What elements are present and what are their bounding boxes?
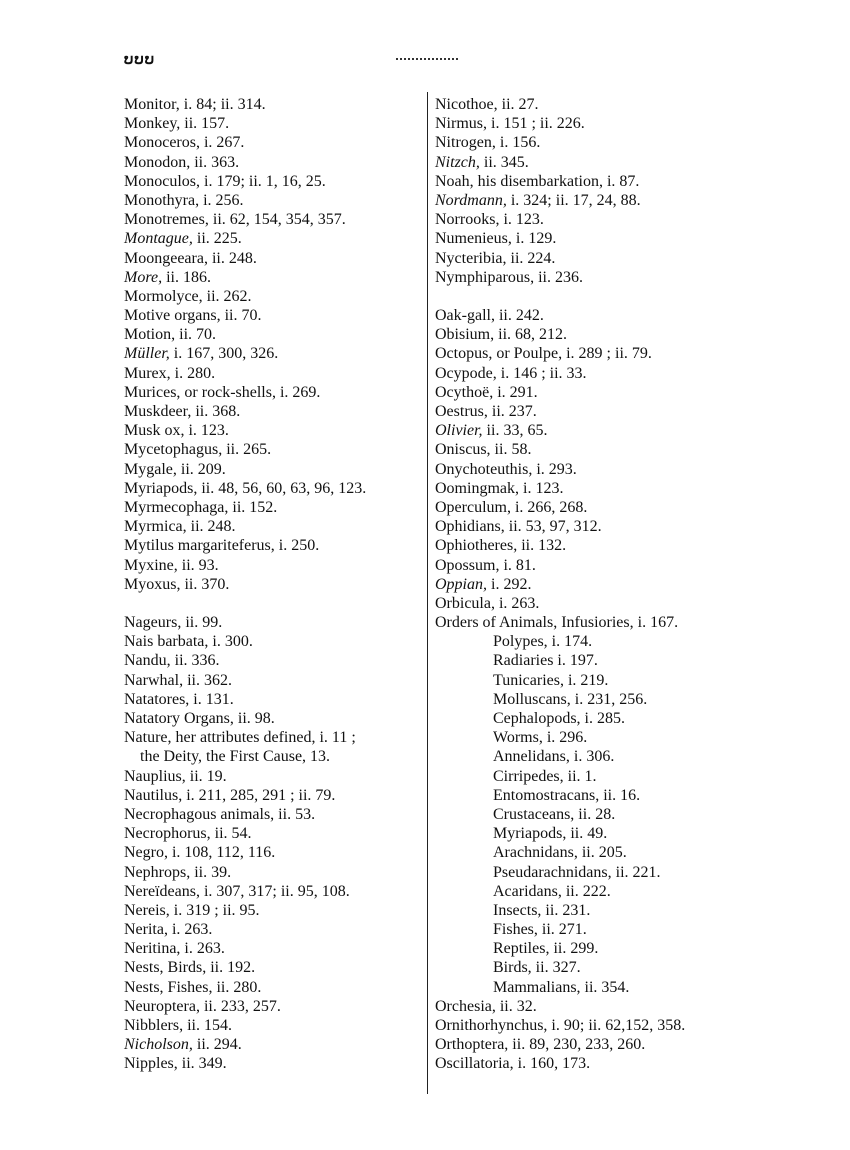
entry-text: Annelidans, i. 306. bbox=[493, 748, 615, 766]
entry-text: Orthoptera, ii. 89, 230, 233, 260. bbox=[435, 1036, 646, 1054]
index-entry bbox=[435, 172, 755, 191]
index-subentry bbox=[435, 901, 755, 920]
index-entry bbox=[124, 153, 424, 172]
entry-text: Oscillatoria, i. 160, 173. bbox=[435, 1055, 591, 1073]
entry-text: Nirmus, i. 151 ; ii. 226. bbox=[435, 115, 585, 133]
entry-text: Ophiotheres, ii. 132. bbox=[435, 537, 567, 555]
index-entry bbox=[435, 517, 755, 536]
index-entry bbox=[124, 249, 424, 268]
index-entry bbox=[124, 632, 424, 651]
entry-text: Tunicaries, i. 219. bbox=[493, 671, 609, 689]
entry-text: Murices, or rock-shells, i. 269. bbox=[124, 383, 321, 401]
index-entry bbox=[124, 613, 424, 632]
entry-text: Orders of Animals, Infusiories, i. 167. bbox=[435, 614, 679, 632]
entry-text: ii. 345. bbox=[479, 153, 529, 171]
index-entry bbox=[124, 939, 424, 958]
entry-text: Insects, ii. 231. bbox=[493, 901, 591, 919]
index-entry bbox=[435, 344, 755, 363]
index-entry bbox=[435, 153, 755, 172]
entry-text: i. 167, 300, 326. bbox=[169, 345, 279, 363]
entry-text: Obisium, ii. 68, 212. bbox=[435, 326, 568, 344]
header-ornament bbox=[396, 58, 458, 60]
entry-text: Nipples, ii. 349. bbox=[124, 1055, 227, 1073]
index-entry bbox=[124, 306, 424, 325]
index-subentry bbox=[435, 709, 755, 728]
entry-text: Arachnidans, ii. 205. bbox=[493, 844, 627, 862]
author-name: Müller, bbox=[124, 345, 170, 363]
index-entry bbox=[435, 364, 755, 383]
page-number: ບບບ bbox=[124, 52, 156, 68]
entry-text: Monoculos, i. 179; ii. 1, 16, 25. bbox=[124, 172, 326, 190]
index-entry bbox=[435, 498, 755, 517]
index-entry bbox=[124, 843, 424, 862]
entry-text: Numenieus, i. 129. bbox=[435, 230, 557, 248]
index-entry bbox=[124, 460, 424, 479]
index-entry bbox=[435, 460, 755, 479]
index-subentry bbox=[435, 920, 755, 939]
entry-text: Oestrus, ii. 237. bbox=[435, 403, 537, 420]
index-entry bbox=[124, 709, 424, 728]
entry-text: Monkey, ii. 157. bbox=[124, 115, 230, 133]
entry-text: Mammalians, ii. 354. bbox=[493, 978, 630, 996]
entry-text: Nautilus, i. 211, 285, 291 ; ii. 79. bbox=[124, 786, 336, 804]
entry-text: Nandu, ii. 336. bbox=[124, 652, 220, 670]
index-entry bbox=[435, 1054, 755, 1073]
index-entry bbox=[124, 268, 424, 287]
entry-text: Nitrogen, i. 156. bbox=[435, 134, 541, 152]
index-subentry bbox=[435, 824, 755, 843]
index-entry bbox=[435, 191, 755, 210]
index-subentry bbox=[435, 882, 755, 901]
index-column-right bbox=[435, 95, 755, 1074]
entry-text: Orbicula, i. 263. bbox=[435, 594, 540, 612]
entry-text: Natatory Organs, ii. 98. bbox=[124, 710, 275, 727]
entry-text: Noah, his disembarkation, i. 87. bbox=[435, 172, 640, 190]
entry-text: Neuroptera, ii. 233, 257. bbox=[124, 997, 281, 1015]
entry-text: ii. 294. bbox=[192, 1036, 242, 1054]
index-entry bbox=[435, 575, 755, 594]
index-entry bbox=[124, 364, 424, 383]
entry-text: the Deity, the First Cause, 13. bbox=[140, 748, 331, 766]
entry-text: Cephalopods, i. 285. bbox=[493, 710, 625, 727]
index-subentry bbox=[435, 728, 755, 747]
index-entry bbox=[124, 402, 424, 421]
entry-text: Muskdeer, ii. 368. bbox=[124, 403, 241, 420]
entry-text: Myriapods, ii. 49. bbox=[493, 825, 608, 843]
entry-text: Myriapods, ii. 48, 56, 60, 63, 96, 123. bbox=[124, 479, 367, 497]
entry-text: Birds, ii. 327. bbox=[493, 959, 581, 977]
entry-text: Nerita, i. 263. bbox=[124, 921, 213, 939]
entry-text: Mytilus margariteferus, i. 250. bbox=[124, 537, 320, 555]
index-entry bbox=[124, 1016, 424, 1035]
entry-text: Oniscus, ii. 58. bbox=[435, 441, 532, 459]
index-entry bbox=[435, 95, 755, 114]
entry-text: Nests, Birds, ii. 192. bbox=[124, 959, 256, 977]
index-subentry bbox=[435, 863, 755, 882]
entry-text: Opossum, i. 81. bbox=[435, 556, 536, 574]
index-entry bbox=[124, 786, 424, 805]
author-name: More, bbox=[124, 268, 163, 286]
index-subentry bbox=[435, 632, 755, 651]
index-entry bbox=[124, 421, 424, 440]
entry-text: Operculum, i. 266, 268. bbox=[435, 498, 588, 516]
index-entry bbox=[124, 863, 424, 882]
section-gap bbox=[124, 594, 424, 613]
index-entry bbox=[435, 594, 755, 613]
entry-text: Ocypode, i. 146 ; ii. 33. bbox=[435, 364, 587, 382]
entry-text: Monotremes, ii. 62, 154, 354, 357. bbox=[124, 211, 346, 229]
index-entry bbox=[124, 287, 424, 306]
entry-text: Myrmecophaga, ii. 152. bbox=[124, 498, 278, 516]
entry-text: Oomingmak, i. 123. bbox=[435, 479, 564, 497]
index-entry bbox=[435, 114, 755, 133]
index-entry bbox=[124, 690, 424, 709]
author-name: Montague, bbox=[124, 230, 193, 248]
entry-text: Myxine, ii. 93. bbox=[124, 556, 219, 574]
column-divider bbox=[427, 92, 428, 1094]
author-name: Nordmann, bbox=[435, 191, 507, 209]
author-name: Olivier, bbox=[435, 422, 483, 440]
index-entry bbox=[124, 383, 424, 402]
entry-text: i. 292. bbox=[487, 575, 532, 593]
index-entry bbox=[435, 613, 755, 632]
index-entry bbox=[435, 268, 755, 287]
index-entry bbox=[124, 997, 424, 1016]
index-entry bbox=[124, 1035, 424, 1054]
index-subentry bbox=[435, 747, 755, 766]
index-entry bbox=[124, 210, 424, 229]
entry-text: Necrophorus, ii. 54. bbox=[124, 825, 252, 843]
entry-text: Ocythoë, i. 291. bbox=[435, 383, 538, 401]
index-entry bbox=[124, 882, 424, 901]
index-entry bbox=[124, 325, 424, 344]
entry-text: Mycetophagus, ii. 265. bbox=[124, 441, 272, 459]
index-entry bbox=[124, 747, 424, 766]
index-entry bbox=[124, 229, 424, 248]
index-entry bbox=[124, 651, 424, 670]
index-entry bbox=[435, 210, 755, 229]
entry-text: Worms, i. 296. bbox=[493, 729, 588, 747]
entry-text: Monitor, i. 84; ii. 314. bbox=[124, 96, 266, 113]
entry-text: Nephrops, ii. 39. bbox=[124, 863, 232, 881]
index-entry bbox=[124, 114, 424, 133]
index-subentry bbox=[435, 843, 755, 862]
entry-text: Radiaries i. 197. bbox=[493, 652, 598, 670]
entry-text: Entomostracans, ii. 16. bbox=[493, 786, 641, 804]
entry-text: Onychoteuthis, i. 293. bbox=[435, 460, 577, 478]
index-entry bbox=[435, 1016, 755, 1035]
entry-text: Reptiles, ii. 299. bbox=[493, 940, 599, 958]
index-entry bbox=[124, 517, 424, 536]
entry-text: Nycteribia, ii. 224. bbox=[435, 249, 556, 267]
author-name: Nitzch, bbox=[435, 153, 480, 171]
index-entry bbox=[435, 421, 755, 440]
entry-text: Nymphiparous, ii. 236. bbox=[435, 268, 583, 286]
index-entry bbox=[435, 383, 755, 402]
entry-text: Norrooks, i. 123. bbox=[435, 211, 544, 229]
entry-text: Octopus, or Poulpe, i. 289 ; ii. 79. bbox=[435, 345, 652, 363]
entry-text: ii. 186. bbox=[162, 268, 211, 286]
index-entry bbox=[124, 556, 424, 575]
entry-text: Narwhal, ii. 362. bbox=[124, 671, 232, 689]
index-subentry bbox=[435, 805, 755, 824]
entry-text: Ornithorhynchus, i. 90; ii. 62,152, 358. bbox=[435, 1017, 686, 1034]
entry-text: Nauplius, ii. 19. bbox=[124, 767, 227, 785]
entry-text: Necrophagous animals, ii. 53. bbox=[124, 805, 316, 823]
entry-text: Nais barbata, i. 300. bbox=[124, 633, 253, 651]
index-entry bbox=[124, 191, 424, 210]
entry-text: Fishes, ii. 271. bbox=[493, 921, 587, 939]
entry-text: Nereis, i. 319 ; ii. 95. bbox=[124, 901, 260, 919]
index-subentry bbox=[435, 690, 755, 709]
index-entry bbox=[124, 901, 424, 920]
index-subentry bbox=[435, 939, 755, 958]
entry-text: Neritina, i. 263. bbox=[124, 940, 225, 958]
entry-text: Acaridans, ii. 222. bbox=[493, 882, 611, 900]
index-entry bbox=[124, 498, 424, 517]
index-entry bbox=[124, 958, 424, 977]
entry-text: Murex, i. 280. bbox=[124, 364, 216, 382]
index-entry bbox=[435, 536, 755, 555]
entry-text: Monoceros, i. 267. bbox=[124, 134, 245, 152]
index-entry bbox=[124, 344, 424, 363]
entry-text: Monodon, ii. 363. bbox=[124, 153, 240, 171]
entry-text: Nageurs, ii. 99. bbox=[124, 614, 223, 632]
entry-text: Motive organs, ii. 70. bbox=[124, 307, 262, 325]
index-entry bbox=[435, 556, 755, 575]
entry-text: Molluscans, i. 231, 256. bbox=[493, 690, 648, 708]
index-subentry bbox=[435, 671, 755, 690]
index-entry bbox=[435, 402, 755, 421]
index-entry bbox=[124, 920, 424, 939]
entry-text: Nicothoe, ii. 27. bbox=[435, 96, 539, 113]
index-subentry bbox=[435, 767, 755, 786]
entry-text: Ophidians, ii. 53, 97, 312. bbox=[435, 518, 602, 536]
index-entry bbox=[435, 249, 755, 268]
entry-text: Cirripedes, ii. 1. bbox=[493, 767, 597, 785]
index-subentry bbox=[435, 651, 755, 670]
index-subentry bbox=[435, 786, 755, 805]
index-subentry bbox=[435, 958, 755, 977]
index-entry bbox=[435, 440, 755, 459]
entry-text: Nereïdeans, i. 307, 317; ii. 95, 108. bbox=[124, 882, 350, 900]
entry-text: Pseudarachnidans, ii. 221. bbox=[493, 863, 661, 881]
entry-text: ii. 225. bbox=[192, 230, 242, 248]
index-entry bbox=[435, 1035, 755, 1054]
entry-text: Mygale, ii. 209. bbox=[124, 460, 226, 478]
entry-text: Musk ox, i. 123. bbox=[124, 422, 229, 440]
index-entry bbox=[124, 978, 424, 997]
index-entry bbox=[435, 325, 755, 344]
index-entry bbox=[124, 440, 424, 459]
entry-text: Nature, her attributes defined, i. 11 ; bbox=[124, 729, 356, 747]
index-entry bbox=[124, 479, 424, 498]
author-name: Oppian, bbox=[435, 575, 487, 593]
entry-text: Orchesia, ii. 32. bbox=[435, 997, 537, 1015]
index-entry bbox=[435, 133, 755, 152]
entry-text: Crustaceans, ii. 28. bbox=[493, 805, 616, 823]
index-entry bbox=[124, 133, 424, 152]
index-entry bbox=[124, 805, 424, 824]
index-entry bbox=[124, 1054, 424, 1073]
index-entry bbox=[124, 172, 424, 191]
index-entry bbox=[435, 997, 755, 1016]
index-entry bbox=[435, 479, 755, 498]
index-entry bbox=[124, 536, 424, 555]
entry-text: Myrmica, ii. 248. bbox=[124, 518, 236, 536]
entry-text: Nests, Fishes, ii. 280. bbox=[124, 978, 262, 996]
entry-text: i. 324; ii. 17, 24, 88. bbox=[506, 191, 641, 209]
index-entry bbox=[124, 728, 424, 747]
index-entry bbox=[124, 671, 424, 690]
index-entry bbox=[124, 767, 424, 786]
entry-text: Natatores, i. 131. bbox=[124, 690, 234, 708]
index-subentry bbox=[435, 978, 755, 997]
author-name: Nicholson, bbox=[124, 1036, 193, 1054]
entry-text: Negro, i. 108, 112, 116. bbox=[124, 844, 276, 862]
entry-text: Motion, ii. 70. bbox=[124, 326, 217, 344]
index-entry bbox=[124, 95, 424, 114]
entry-text: Polypes, i. 174. bbox=[493, 633, 593, 651]
entry-text: Nibblers, ii. 154. bbox=[124, 1017, 232, 1034]
entry-text: ii. 33, 65. bbox=[482, 422, 548, 440]
index-entry bbox=[435, 229, 755, 248]
entry-text: Mormolyce, ii. 262. bbox=[124, 287, 252, 305]
entry-text: Monothyra, i. 256. bbox=[124, 191, 244, 209]
index-entry bbox=[124, 824, 424, 843]
index-column-left bbox=[124, 95, 424, 1074]
entry-text: Myoxus, ii. 370. bbox=[124, 575, 230, 593]
entry-text: Moongeeara, ii. 248. bbox=[124, 249, 257, 267]
section-gap bbox=[435, 287, 755, 306]
entry-text: Oak-gall, ii. 242. bbox=[435, 307, 544, 325]
index-entry bbox=[124, 575, 424, 594]
index-entry bbox=[435, 306, 755, 325]
